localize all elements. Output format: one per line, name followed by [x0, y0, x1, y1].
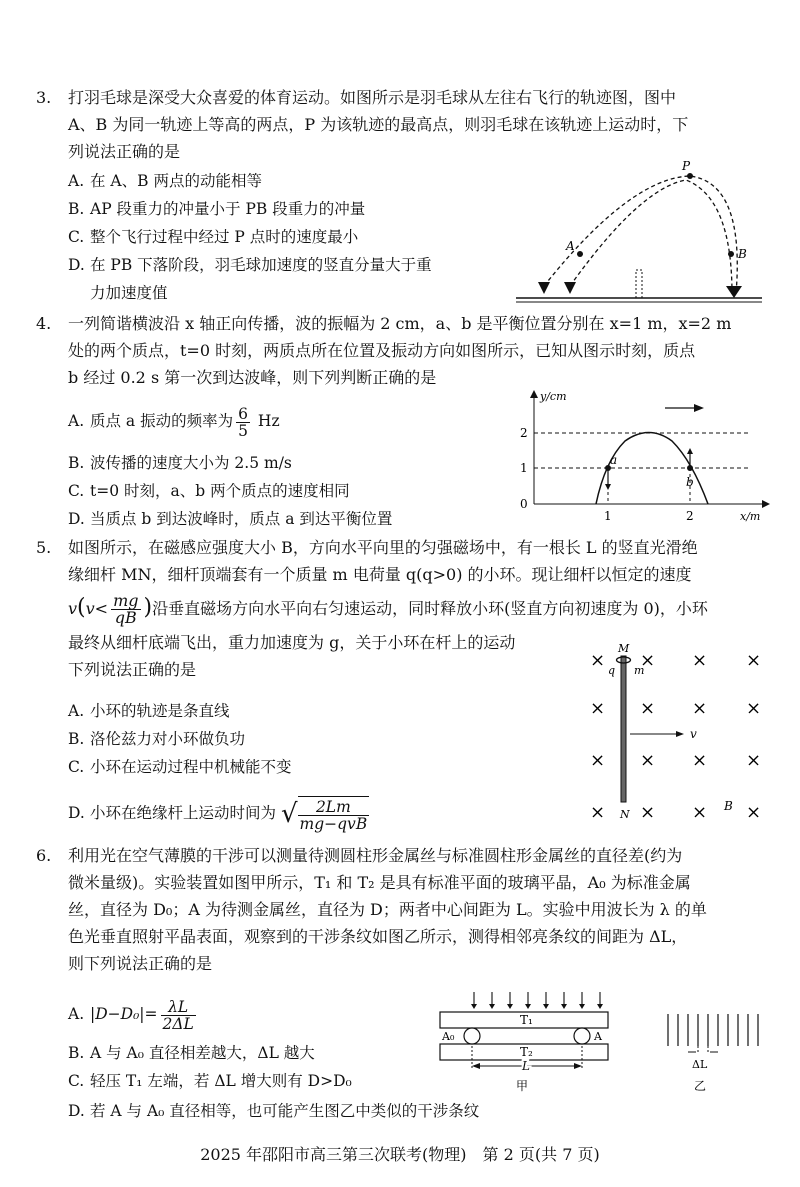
- page-footer: 2025 年邵阳市高三第三次联考(物理) 第 2 页(共 7 页): [200, 1145, 600, 1164]
- question-stem: 丝，直径为 D₀；A 为待测金属丝，直径为 D；两者中心间距为 L。实验中用波长为 λ 的单: [68, 900, 707, 919]
- l-label: L: [522, 1059, 530, 1073]
- question-number: 3.: [36, 88, 52, 107]
- question-stem-formula: v(v< $\frac{mg}{qB}$ )沿垂直磁场方向水平向右匀速运动，同时释放小环(竖直方向初速度为 0)，小环: [68, 591, 708, 627]
- svg-text:×: ×: [590, 802, 606, 823]
- point-a-label: A: [566, 239, 575, 253]
- field-label: B: [724, 799, 733, 813]
- question-3: [38, 84, 768, 165]
- svg-text:×: ×: [692, 698, 708, 719]
- question-stem: b 经过 0.2 s 第一次到达波峰，则下列判断正确的是: [68, 368, 437, 387]
- svg-text:×: ×: [692, 802, 708, 823]
- option-a: A. |D−D₀|= $\frac{\lambda L}{2\Delta L}$: [68, 997, 194, 1033]
- question-stem: 打羽毛球是深受大众喜爱的体育运动。如图所示是羽毛球从左往右飞行的轨迹图，图中: [68, 88, 677, 107]
- y-tick: 0: [520, 497, 528, 511]
- charge-label: q: [608, 664, 616, 677]
- y-tick: 1: [520, 461, 528, 475]
- t2-label: T₂: [520, 1045, 533, 1059]
- point-b-label: b: [686, 475, 694, 489]
- svg-text:×: ×: [590, 750, 606, 771]
- t1-label: T₁: [520, 1013, 533, 1027]
- point-a-label: a: [610, 453, 618, 467]
- interference-figure: [430, 990, 770, 1096]
- svg-text:×: ×: [590, 698, 606, 719]
- svg-text:×: ×: [640, 750, 656, 771]
- fig-yi-caption: 乙: [694, 1079, 707, 1093]
- question-6: [38, 842, 768, 977]
- interference-fringes: [668, 1014, 758, 1046]
- question-stem: 缘细杆 MN，细杆顶端套有一个质量 m 电荷量 q(q>0) 的小环。现让细杆以恒定的速度: [68, 565, 692, 584]
- option-d: D. 在 PB 下落阶段，羽毛球加速度的竖直分量大于重: [68, 256, 432, 274]
- question-number: 6.: [36, 846, 52, 865]
- option-c: C. 小环在运动过程中机械能不变: [68, 758, 292, 776]
- option-a: A. 小环的轨迹是条直线: [68, 702, 230, 720]
- a0-label: A₀: [442, 1030, 455, 1043]
- x-axis-label: x/m: [740, 510, 761, 523]
- fig-jia-caption: 甲: [516, 1079, 529, 1093]
- dl-label: ΔL: [692, 1058, 708, 1071]
- question-stem: 如图所示，在磁感应强度大小 B，方向水平向里的匀强磁场中，有一根长 L 的竖直光滑绝: [68, 538, 698, 557]
- y-axis-label: y/cm: [540, 390, 567, 403]
- svg-text:×: ×: [692, 650, 708, 671]
- option-c: C. 整个飞行过程中经过 P 点时的速度最小: [68, 228, 359, 246]
- rod-bottom-label: N: [620, 808, 630, 821]
- question-stem: 微米量级)。实验装置如图甲所示，T₁ 和 T₂ 是具有标准平面的玻璃平晶，A₀ 为标准金属: [68, 873, 691, 892]
- a-label: A: [594, 1030, 602, 1043]
- option-d: D. 若 A 与 A₀ 直径相等，也可能产生图乙中类似的干涉条纹: [68, 1102, 480, 1120]
- x-tick: 2: [686, 509, 694, 523]
- y-tick: 2: [520, 426, 528, 440]
- field-crosses: [590, 650, 761, 823]
- svg-text:×: ×: [746, 802, 762, 823]
- svg-text:×: ×: [746, 698, 762, 719]
- option-c: C. 轻压 T₁ 左端，若 ΔL 增大则有 D>D₀: [68, 1072, 352, 1090]
- badminton-trajectory-figure: [510, 158, 770, 306]
- option-a: A. 质点 a 振动的频率为 $\frac{6}{5}$ Hz: [68, 404, 280, 440]
- wave-graph-figure: [500, 386, 770, 524]
- question-stem: 下列说法正确的是: [68, 660, 197, 679]
- svg-text:×: ×: [640, 802, 656, 823]
- svg-text:×: ×: [640, 650, 656, 671]
- option-d: D. 小环在绝缘杆上运动时间为 √ $\frac{2Lm}{\text{mg−qvB}}$: [68, 798, 368, 833]
- question-stem: 最终从细杆底端飞出，重力加速度为 g，关于小环在杆上的运动: [68, 633, 516, 652]
- rod-top-label: M: [618, 642, 630, 655]
- question-stem: 则下列说法正确的是: [68, 954, 213, 973]
- question-stem: 色光垂直照射平晶表面，观察到的干涉条纹如图乙所示，测得相邻亮条纹的间距为 ΔL，: [68, 927, 688, 946]
- question-stem: 一列简谐横波沿 x 轴正向传播，波的振幅为 2 cm，a、b 是平衡位置分别在 x=1 m，x=2 m: [68, 314, 732, 333]
- option-d-cont: 力加速度值: [90, 284, 168, 302]
- svg-text:×: ×: [692, 750, 708, 771]
- question-stem: 利用光在空气薄膜的干涉可以测量待测圆柱形金属丝与标准圆柱形金属丝的直径差(约为: [68, 846, 683, 865]
- question-stem: A、B 为同一轨迹上等高的两点，P 为该轨迹的最高点，则羽毛球在该轨迹上运动时，下: [68, 115, 689, 134]
- question-stem: 处的两个质点，t=0 时刻，两质点所在位置及振动方向如图所示，已知从图示时刻，质点: [68, 341, 696, 360]
- x-tick: 1: [604, 509, 612, 523]
- option-b: B. A 与 A₀ 直径相差越大，ΔL 越大: [68, 1044, 315, 1062]
- point-b-label: B: [738, 247, 747, 261]
- option-b: B. AP 段重力的冲量小于 PB 段重力的冲量: [68, 200, 366, 218]
- mass-label: m: [634, 664, 645, 677]
- option-b: B. 洛伦兹力对小环做负功: [68, 730, 246, 748]
- point-p-label: P: [682, 159, 691, 173]
- velocity-label: v: [690, 727, 697, 741]
- question-stem: 列说法正确的是: [68, 142, 181, 161]
- question-number: 4.: [36, 314, 52, 333]
- option-a: A. 在 A、B 两点的动能相等: [68, 172, 262, 190]
- option-d: D. 当质点 b 到达波峰时，质点 a 到达平衡位置: [68, 510, 393, 528]
- option-b: B. 波传播的速度大小为 2.5 m/s: [68, 454, 292, 472]
- option-c: C. t=0 时刻，a、b 两个质点的速度相同: [68, 482, 350, 500]
- svg-text:×: ×: [746, 650, 762, 671]
- svg-text:×: ×: [590, 650, 606, 671]
- magnetic-field-figure: [580, 636, 776, 826]
- question-4: [38, 310, 768, 391]
- svg-text:×: ×: [746, 750, 762, 771]
- question-number: 5.: [36, 538, 52, 557]
- svg-text:×: ×: [640, 698, 656, 719]
